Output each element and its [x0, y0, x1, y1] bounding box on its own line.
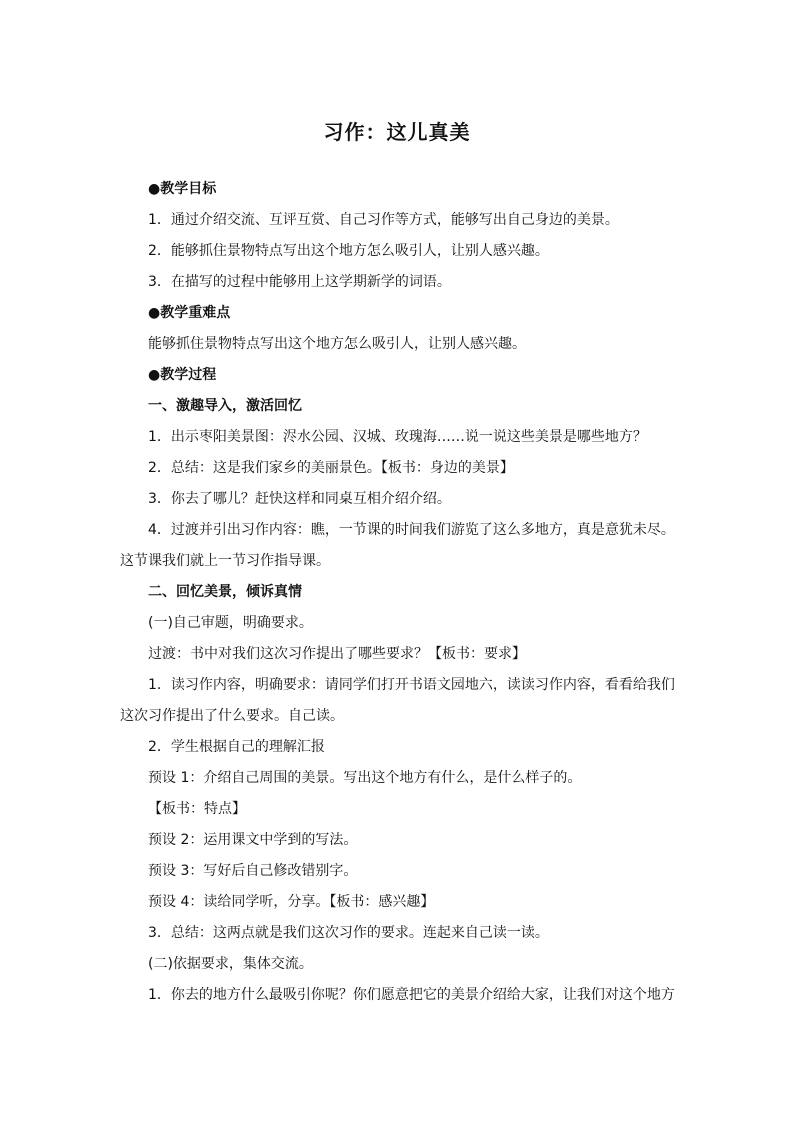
subsection-heading: 一、激趣导入，激活回忆 — [148, 398, 302, 414]
paragraph: 过渡：书中对我们这次习作提出了哪些要求？【板书：要求】 — [148, 646, 526, 662]
subsection-heading: 二、回忆美景，倾诉真情 — [148, 584, 302, 600]
paragraph: 预设 3：写好后自己修改错别字。 — [148, 863, 358, 879]
paragraph: 预设 1：介绍自己周围的美景。写出这个地方有什么，是什么样子的。 — [148, 770, 582, 786]
document-body — [120, 174, 680, 1011]
paragraph: 1．出示枣阳美景图：浕水公园、汉城、玫瑰海……说一说这些美景是哪些地方？ — [148, 429, 647, 445]
paragraph-continuation: 这次习作提出了什么要求。自己读。 — [120, 708, 344, 724]
paragraph: 2．总结：这是我们家乡的美丽景色。【板书：身边的美景】 — [148, 460, 514, 476]
paragraph: 1．通过介绍交流、互评互赏、自己习作等方式，能够写出自己身边的美景。 — [148, 212, 619, 228]
paragraph: 能够抓住景物特点写出这个地方怎么吸引人，让别人感兴趣。 — [148, 336, 526, 352]
paragraph: 3．你去了哪儿？赶快这样和同桌互相介绍介绍。 — [148, 491, 451, 507]
paragraph: 预设 4：读给同学听，分享。【板书：感兴趣】 — [148, 894, 435, 910]
paragraph: (二)依据要求，集体交流。 — [148, 956, 313, 972]
section-heading-process: ●教学过程 — [148, 367, 217, 383]
paragraph: 3．总结：这两点就是我们这次习作的要求。连起来自己读一读。 — [148, 925, 549, 941]
paragraph: 【板书：特点】 — [148, 801, 246, 817]
section-heading-goals: ●教学目标 — [148, 181, 217, 197]
paragraph: 3．在描写的过程中能够用上这学期新学的词语。 — [148, 274, 451, 290]
section-heading-key-points: ●教学重难点 — [148, 305, 231, 321]
paragraph: 1．你去的地方什么最吸引你呢？你们愿意把它的美景介绍给大家，让我们对这个地方 — [148, 987, 675, 1003]
paragraph-continuation: 这节课我们就上一节习作指导课。 — [120, 553, 330, 569]
document-title: 习作：这儿真美 — [323, 120, 471, 144]
paragraph: 预设 2：运用课文中学到的写法。 — [148, 832, 358, 848]
paragraph: 4．过渡并引出习作内容：瞧，一节课的时间我们游览了这么多地方，真是意犹未尽。 — [148, 522, 675, 538]
paragraph: 1．读习作内容，明确要求：请同学们打开书语文园地六，读读习作内容，看看给我们 — [148, 677, 675, 693]
paragraph: 2．能够抓住景物特点写出这个地方怎么吸引人，让别人感兴趣。 — [148, 243, 549, 259]
paragraph: 2．学生根据自己的理解汇报 — [148, 739, 325, 755]
paragraph: (一)自己审题，明确要求。 — [148, 615, 313, 631]
